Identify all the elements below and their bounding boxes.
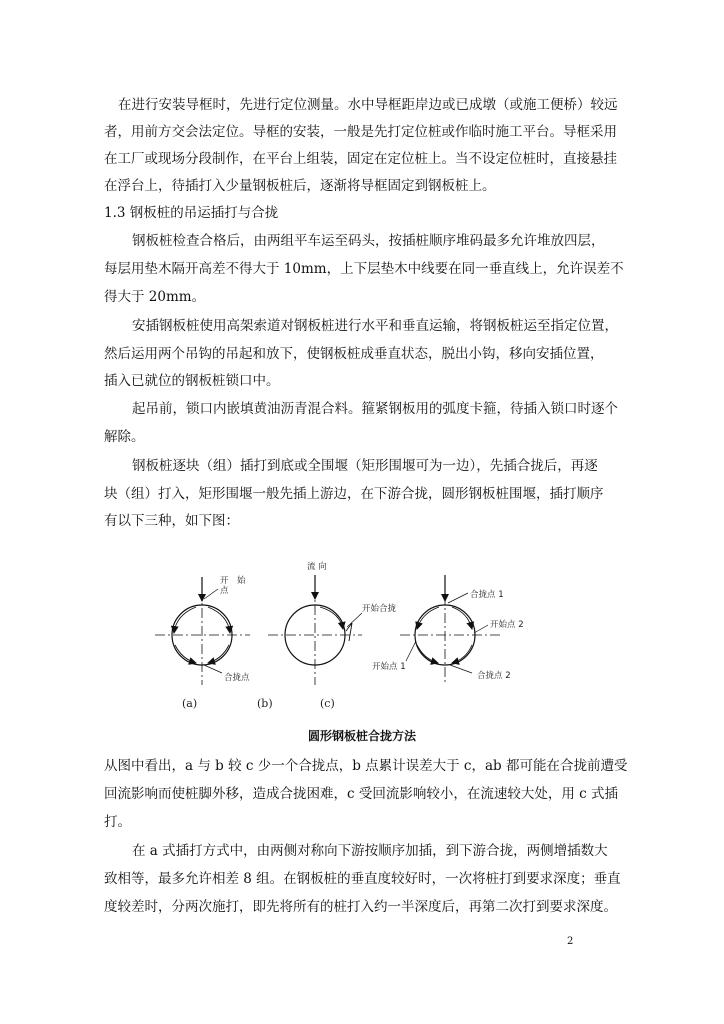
text-line: 在 a 式插打方式中，由两侧对称向下游按顺序加插，到下游合拢，两侧增插数大 (132, 843, 608, 859)
leader-line (450, 665, 472, 673)
text-line: 有以下三种，如下图： (104, 513, 239, 529)
text-line: 安插钢板桩使用高架索道对钢板桩进行水平和垂直运输，将钢板桩运至指定位置， (132, 318, 618, 334)
diagram-b (257, 561, 397, 710)
text-line: 回流影响而使桩脚外移，造成合拢困难，c 受回流影响较小，在流速较大处，用 c 式插 (104, 786, 618, 802)
leader-line (448, 593, 468, 603)
text-line: 从图中看出，a 与 b 较 c 少一个合拢点，b 点累计误差大于 c，ab 都可能在合拢前遭受 (104, 758, 628, 774)
text-line: 插入已就位的钢板桩锁口中。 (104, 373, 280, 389)
diagram-a (155, 575, 250, 710)
text-line: 者，用前方交会法定位。导框的安装，一般是先打定位桩或作临时施工平台。导框采用 (104, 124, 617, 140)
diagram-c (320, 575, 524, 710)
label-close-2: 合拢点 2 (477, 671, 511, 681)
label-close: 合拢点 (224, 673, 250, 683)
leader-line (474, 625, 488, 633)
text-line: 在浮台上，待插打入少量钢板桩后，逐渐将导框固定到钢板桩上。 (104, 178, 496, 194)
leader-line (347, 613, 362, 627)
label-start-2: 开始点 2 (490, 620, 524, 630)
label-close-1: 合拢点 1 (470, 590, 504, 600)
text-line: 每层用垫木隔开高差不得大于 10mm，上下层垫木中线要在同一垂直线上，允许误差不 (104, 261, 624, 277)
text-line: 然后运用两个吊钩的吊起和放下，使钢板桩成垂直状态，脱出小钩，移向安插位置， (104, 346, 604, 362)
text-line: 在工厂或现场分段制作，在平台上组装，固定在定位桩上。当不设定位桩时，直接悬挂 (104, 151, 617, 167)
text-line: 块（组）打入，矩形围堰一般先插上游边，在下游合拢，圆形钢板桩围堰，插打顺序 (104, 486, 604, 502)
text-line: 在进行安装导框时，先进行定位测量。水中导框距岸边或已成墩（或施工便桥）较远 (118, 97, 618, 113)
label-flow: 流 向 (307, 562, 327, 572)
text-line: 得大于 20mm。 (104, 289, 206, 305)
leader-line (204, 665, 222, 673)
label-start: 点 (220, 586, 229, 596)
text-line: 打。 (104, 814, 131, 830)
page-number: 2 (567, 936, 574, 947)
label-start-close: 开始合拢 (362, 604, 397, 614)
text-line: 致相等，最多允许相差 8 组。在钢板桩的垂直度较好时，一次将桩打到要求深度；垂直 (104, 871, 621, 887)
label-c: (c) (320, 697, 335, 710)
label-start: 开 始 (220, 576, 246, 586)
direction-arrow (417, 645, 438, 663)
closing-mark (346, 623, 352, 641)
section-heading: 1.3 钢板桩的吊运插打与合拢 (104, 205, 279, 221)
label-a: (a) (182, 697, 198, 710)
label-b: (b) (257, 697, 273, 710)
figure-caption: 圆形钢板桩合拢方法 (307, 729, 416, 743)
label-start-1: 开始点 1 (372, 662, 406, 672)
leader-line (406, 641, 416, 661)
text-line: 解除。 (104, 429, 145, 445)
text-line: 钢板桩检查合格后，由两组平车运至码头，按插桩顺序堆码最多允许堆放四层， (132, 233, 605, 249)
figure-circular-cofferdam (100, 555, 660, 725)
text-line: 钢板桩逐块（组）插打到底或全围堰（矩形围堰可为一边），先插合拢后，再逐 (132, 458, 598, 474)
text-line: 度较差时，分两次施打，即先将所有的桩打入约一半深度后，再第二次打到要求深度。 (104, 899, 617, 915)
leader-line (204, 589, 218, 599)
text-line: 起吊前，锁口内嵌填黄油沥青混合料。箍紧钢板用的弧度卡箍，待插入锁口时逐个 (132, 401, 618, 417)
